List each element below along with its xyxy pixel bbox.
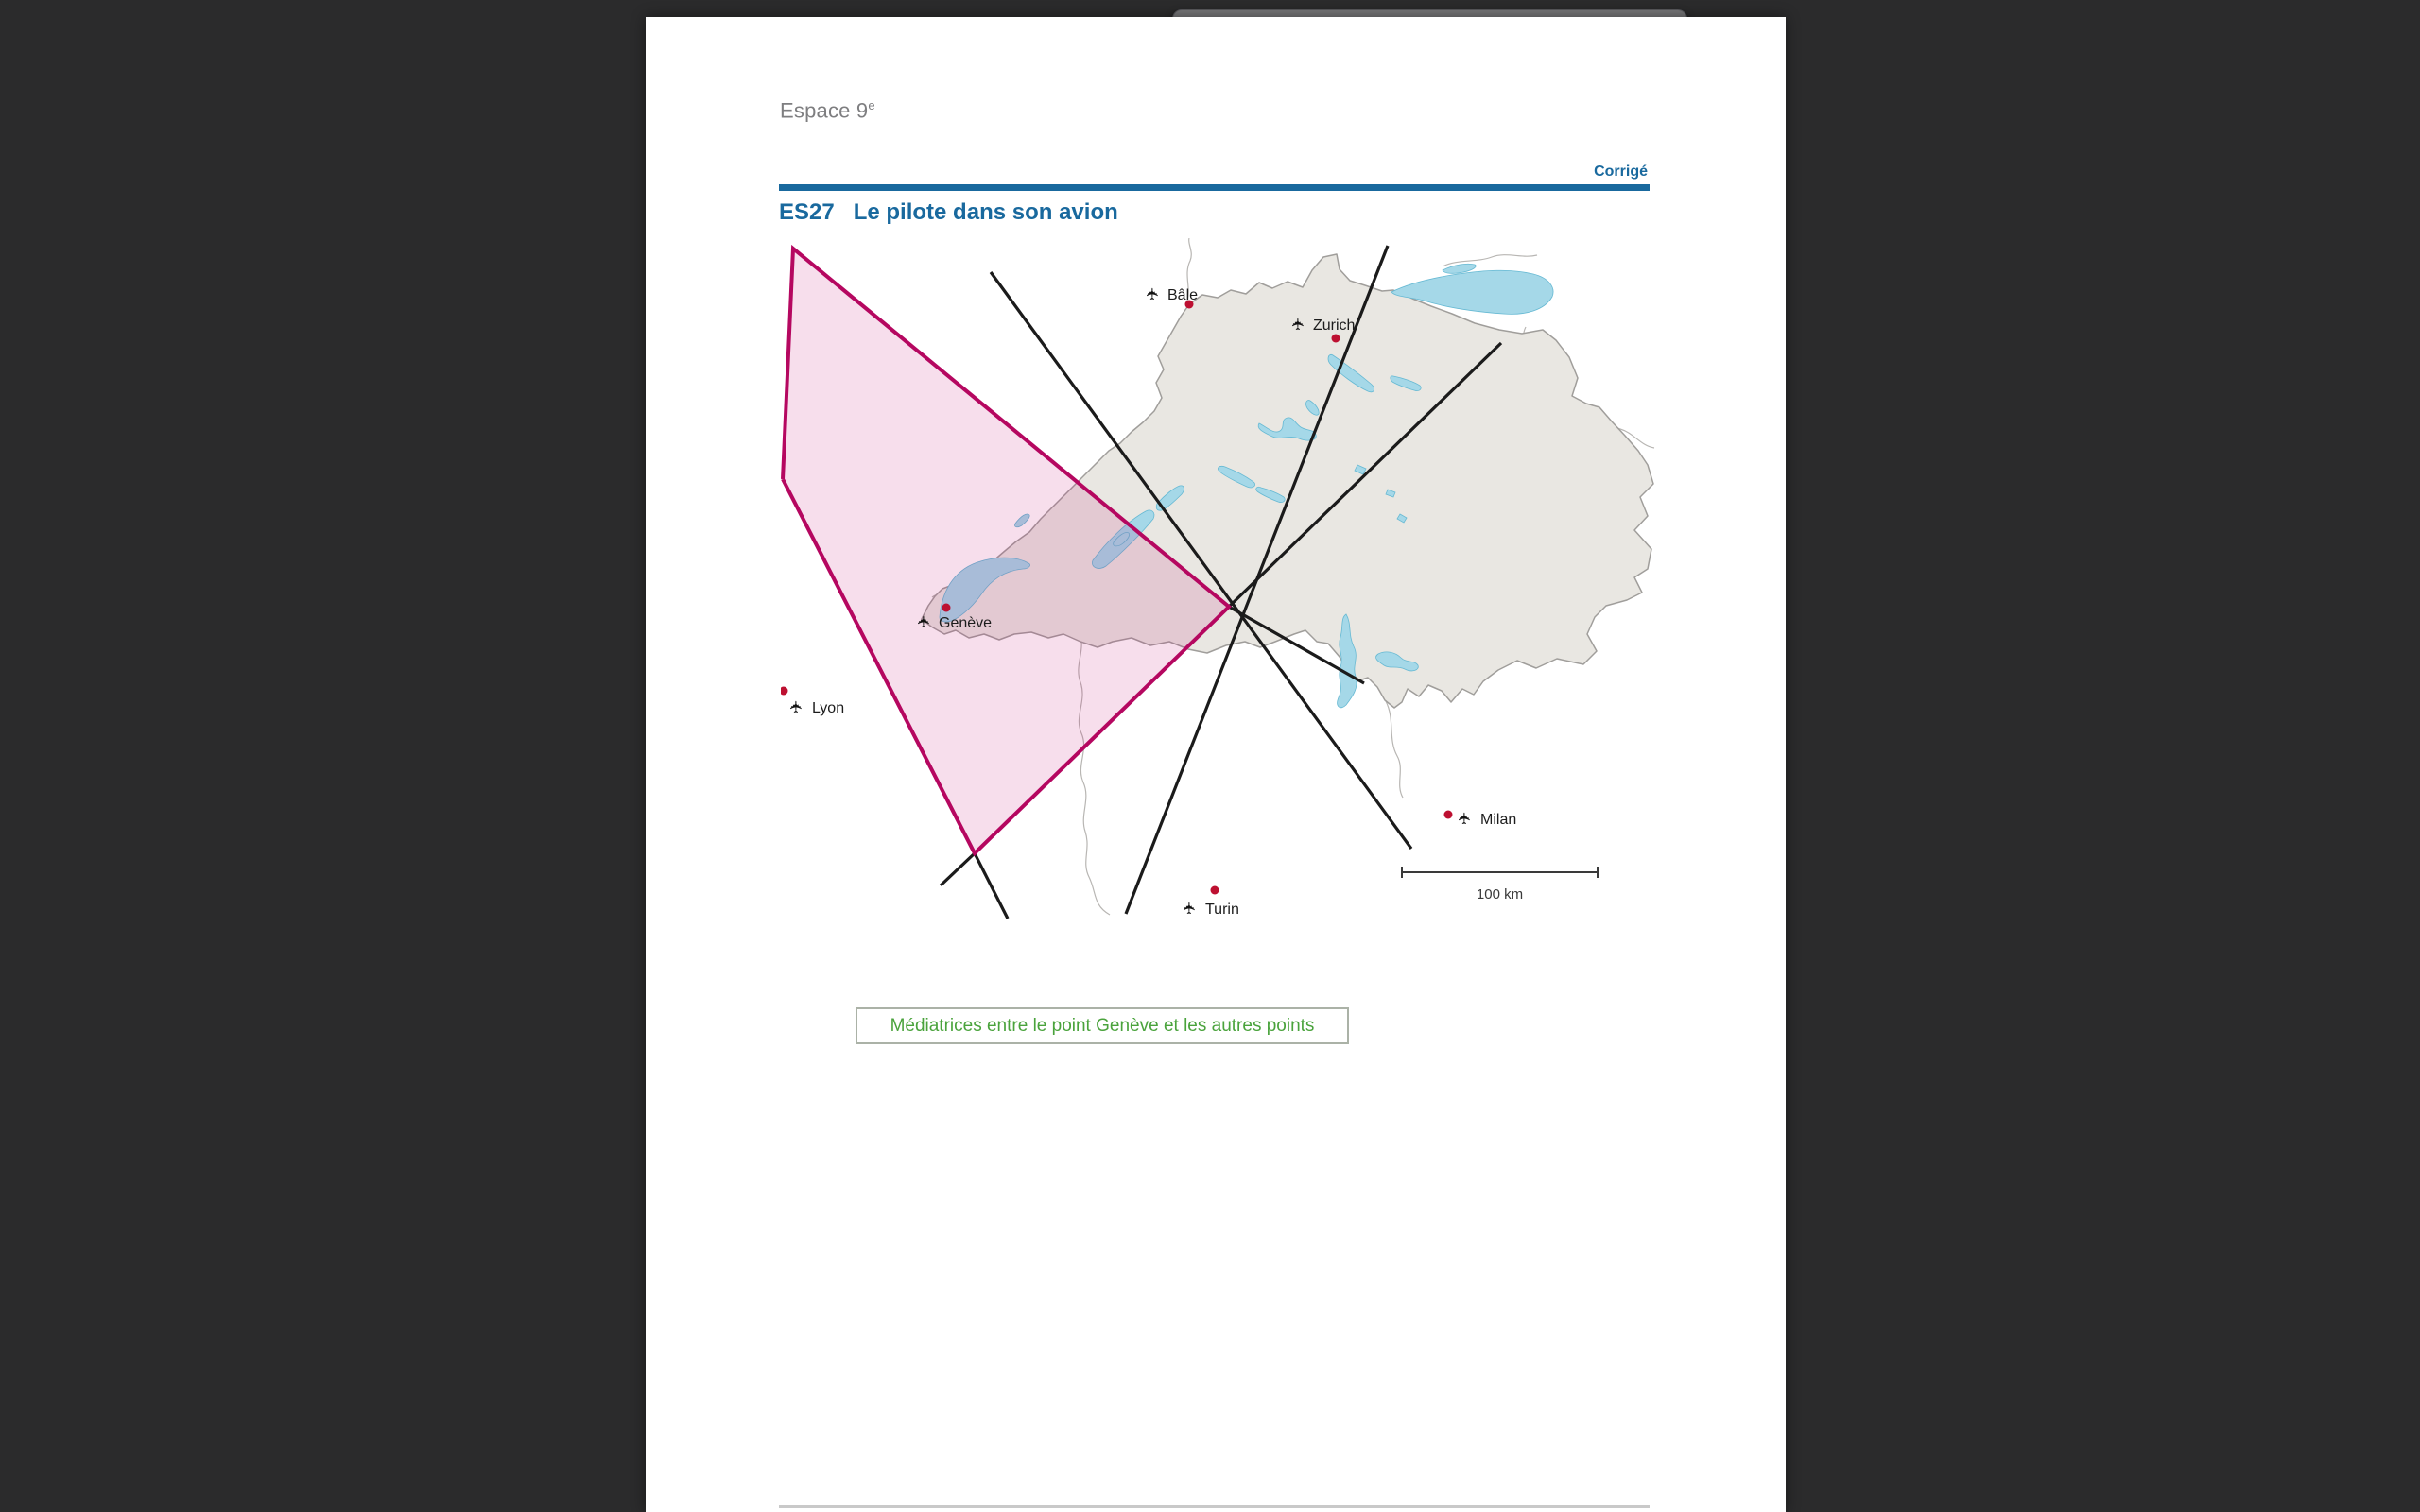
city-dot-milan (1444, 811, 1453, 819)
exercise-id: ES27 (779, 199, 835, 225)
document-header (780, 98, 875, 123)
city-label-zurich: Zurich (1313, 318, 1356, 334)
scale-label: 100 km (1476, 886, 1524, 902)
mediatrice-geneve-lyon-lower (975, 853, 1008, 919)
city-dot-geneve (942, 604, 951, 612)
city-label-geneve: Genève (939, 615, 993, 631)
annotation-caption[interactable]: Médiatrices entre le point Genève et les autres points (856, 1007, 1349, 1044)
city-label-milan: Milan (1480, 812, 1517, 828)
pdf-page (646, 17, 1786, 1512)
document-header-text: Espace 9 (780, 98, 869, 123)
airplane-icon-zurich: ✈ (1289, 317, 1307, 332)
map-figure (781, 238, 1660, 937)
footer-rule (779, 1505, 1650, 1508)
document-header-sup: e (868, 98, 875, 112)
border-germany-north (1443, 255, 1537, 266)
airplane-icon-geneve: ✈ (915, 614, 933, 629)
city-dot-lyon (781, 687, 788, 696)
airplane-icon-bale: ✈ (1144, 286, 1162, 301)
city-label-turin: Turin (1205, 902, 1239, 918)
airplane-icon-turin: ✈ (1181, 901, 1199, 916)
header-rule (779, 184, 1650, 191)
city-label-bale: Bâle (1167, 287, 1199, 303)
corrige-link[interactable]: Corrigé (1594, 163, 1648, 180)
exercise-name: Le pilote dans son avion (853, 199, 1118, 225)
airplane-icon-lyon: ✈ (787, 699, 805, 714)
city-dot-zurich (1332, 335, 1340, 343)
switzerland-map (781, 238, 1660, 937)
border-italy-south (1386, 701, 1403, 798)
lake-constance-arm (1443, 264, 1476, 273)
airplane-icon-milan: ✈ (1456, 811, 1474, 826)
city-label-lyon: Lyon (812, 700, 845, 716)
city-dot-turin (1211, 886, 1219, 895)
mediatrice-geneve-turin-lower (941, 853, 975, 885)
exercise-title (779, 199, 1118, 226)
